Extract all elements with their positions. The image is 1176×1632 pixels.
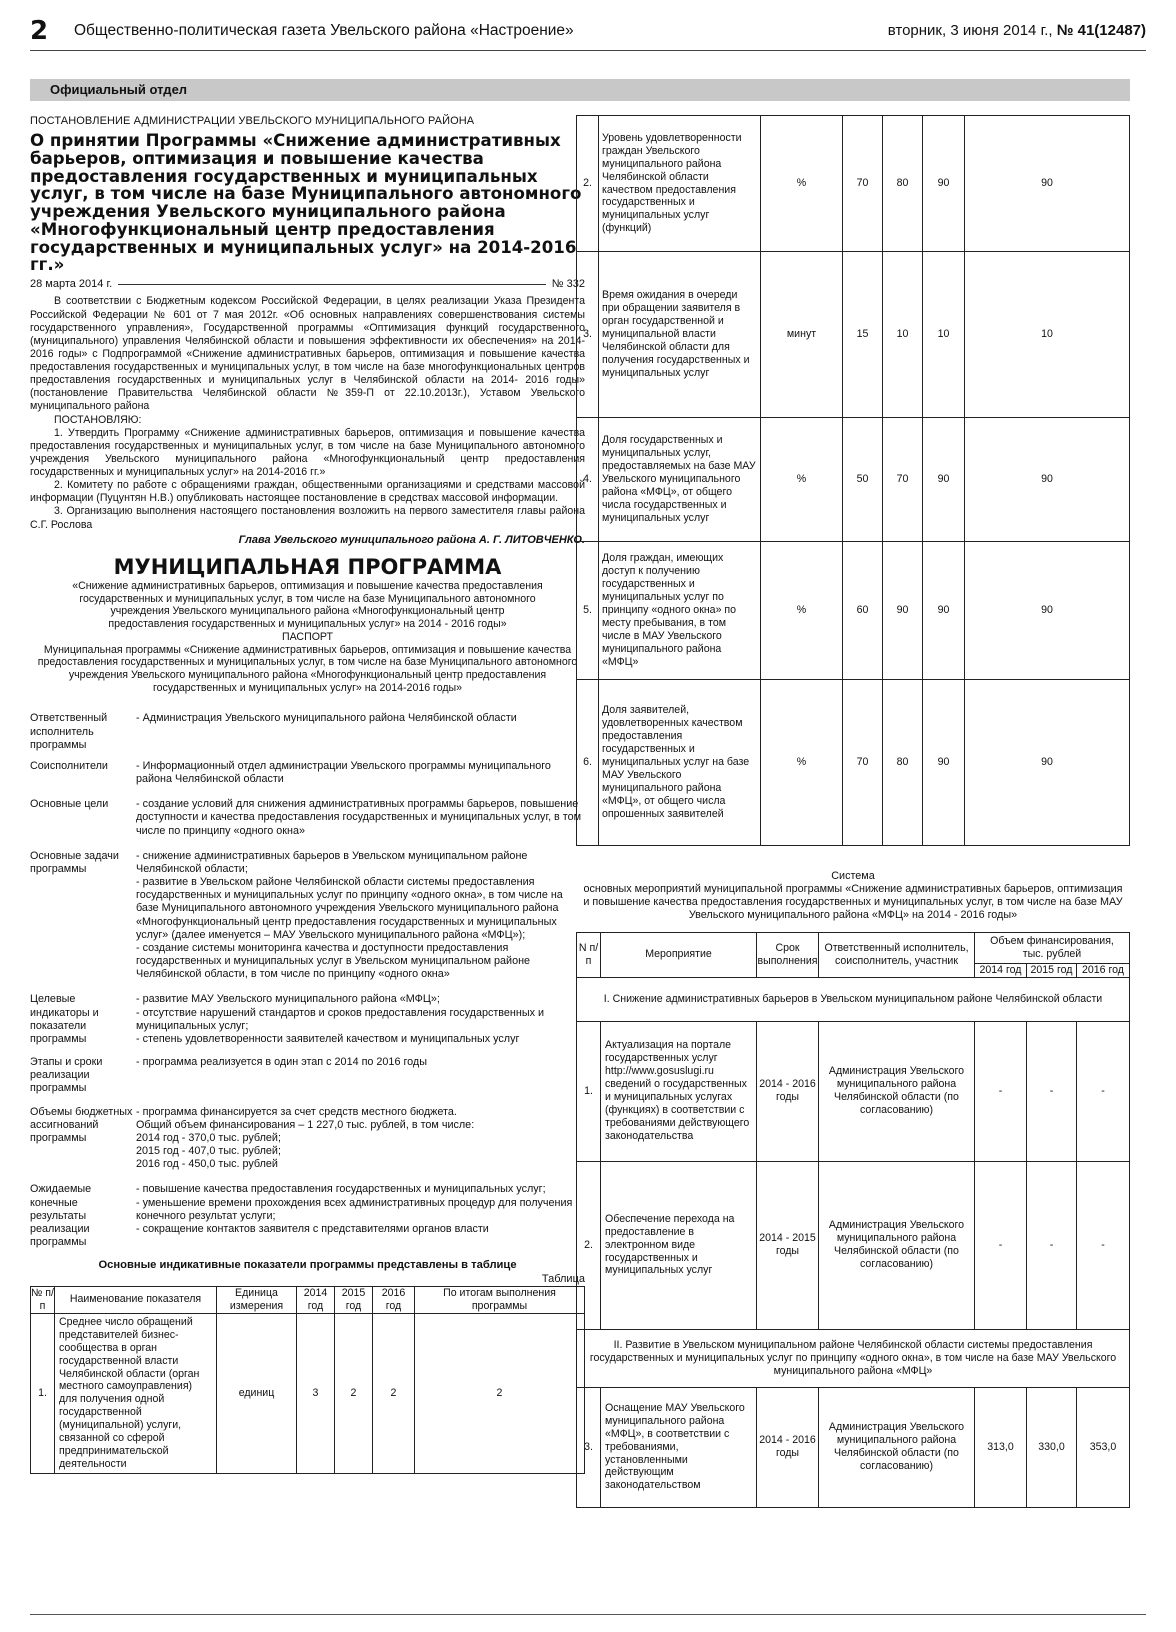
sys-cell-term: 2014 - 2016 годы	[757, 1021, 819, 1161]
passport-value: - программа реализуется в один этап с 2014 по 2016 годы	[136, 1056, 427, 1069]
cell-name: Доля граждан, имеющих доступ к получению государственных и муниципальных услуг по принципу «одного окна» по месту пребывания, в том числе в МАУ Увельского муниципального района «МФЦ»	[599, 542, 761, 680]
passport-row	[30, 993, 585, 1046]
footer-rule	[30, 1614, 1146, 1615]
passport-value: - программа финансируется за счет средств местного бюджета. Общий объем финансирования – 1 227,0 тыс. рублей, в том числе: 2014 год - 370,0 тыс. рублей; 2015 год - 407,0 тыс. рублей; 2016 год - 450,0 тыс. рублей	[136, 1105, 475, 1171]
sys-cell-resp: Администрация Увельского муниципального района Челябинской области (по согласованию)	[819, 1161, 975, 1329]
passport-row	[30, 1056, 585, 1096]
indicators-table-part2	[576, 115, 1130, 846]
passport-label: Соисполнители	[30, 759, 108, 772]
passport-value: - создание условий для снижения административных программы барьеров, повышение доступности и качества предоставления государственных и муниципальных услуг, в том числе по принципу «одного окна»	[136, 798, 582, 837]
cell-2014: 15	[843, 252, 883, 418]
cell-2016: 90	[923, 116, 965, 252]
passport-subtitle: Муниципальная программы «Снижение административных барьеров, оптимизация и повышение качества предоставления государственных и муниципальных услуг, в том числе на базе Муниципального автономного учреждения Увельского муниципального района «Многофункциональный центр предоставления государственных и муниципальных услуг» на 2014-2016 годы»	[37, 643, 578, 694]
cell-2016: 10	[923, 252, 965, 418]
indicators-table-part1	[30, 1286, 585, 1474]
issue-date	[888, 22, 1146, 40]
sys-col-term: Срок выполнения	[757, 932, 819, 977]
sys-cell-event: Актуализация на портале государственных услуг http://www.gosuslugi.ru сведений о государственных и муниципальных услугах (функциях) в соответствии с требованиями действующего законодательства	[601, 1021, 757, 1161]
cell-total: 90	[965, 542, 1130, 680]
cell-n: 4.	[577, 418, 599, 542]
table-row	[577, 116, 1130, 252]
cell-2016: 2	[373, 1313, 415, 1473]
sys-col-2015: 2015 год	[1027, 963, 1077, 977]
table-row	[577, 680, 1130, 846]
passport-value: - повышение качества предоставления государственных и муниципальных услуг; - уменьшение времени прохождения всех административных процедур для получения конечного результат услуги; - сокращение контактов заявителя с представителями органов власти	[136, 1183, 573, 1235]
cell-name: Среднее число обращений представителей бизнес-сообщества в орган государственной власти Челябинской области (орган местного самоуправления) для получения одной государственной (муниципальной) услуги, связанной со сферой предпринимательской деятельности	[55, 1313, 217, 1473]
section-row-1	[577, 977, 1130, 1021]
cell-name: Доля заявителей, удовлетворенных качеством предоставления государственных и муниципальных услуг на базе МАУ Увельского муниципального района «МФЦ», от общего числа опрошенных заявителей	[599, 680, 761, 846]
passport-row	[30, 760, 585, 786]
passport-label: Ожидаемые конечные результаты реализации программы	[30, 1183, 92, 1249]
sys-cell-2015: 330,0	[1027, 1387, 1077, 1507]
sys-cell-2016: -	[1077, 1161, 1130, 1329]
col-unit: Единица измерения	[217, 1286, 297, 1313]
passport-value: - Информационный отдел администрации Увельского программы муниципального района Челябинской области	[136, 759, 551, 786]
section-row-2	[577, 1329, 1130, 1387]
decree-item-2: 2. Комитету по работе с обращениями граждан, общественными организациями и средствами массовой информации (Пуцунтян Н.В.) опубликовать настоящее постановление в средствах массовой информации.	[30, 479, 585, 505]
col-2014: 2014 год	[297, 1286, 335, 1313]
sys-cell-term: 2014 - 2016 годы	[757, 1387, 819, 1507]
passport-row	[30, 798, 585, 838]
cell-n: 2.	[577, 116, 599, 252]
passport-label: Ответственный исполнитель программы	[30, 712, 108, 751]
cell-n: 1.	[31, 1313, 55, 1473]
sys-col-fin: Объем финансирования, тыс. рублей	[975, 932, 1130, 963]
cell-2015: 80	[883, 680, 923, 846]
sys-cell-term: 2014 - 2015 годы	[757, 1161, 819, 1329]
cell-2014: 60	[843, 542, 883, 680]
passport-label: Объемы бюджетных ассигнований программы	[30, 1105, 133, 1144]
cell-2014: 70	[843, 680, 883, 846]
cell-n: 3.	[577, 252, 599, 418]
sys-cell-2015: -	[1027, 1161, 1077, 1329]
sys-cell-n: 3.	[577, 1387, 601, 1507]
sys-col-n: N п/п	[577, 932, 601, 977]
passport-heading: ПАСПОРТ	[281, 630, 333, 643]
col-2015: 2015 год	[335, 1286, 373, 1313]
passport-row	[30, 1183, 585, 1249]
cell-total: 2	[415, 1313, 585, 1473]
passport-value: - Администрация Увельского муниципального района Челябинской области	[136, 712, 517, 725]
program-title: МУНИЦИПАЛЬНАЯ ПРОГРАММА	[113, 554, 502, 579]
passport-label: Этапы и сроки реализации программы	[30, 1056, 103, 1095]
decree-header: ПОСТАНОВЛЕНИЕ АДМИНИСТРАЦИИ УВЕЛЬСКОГО МУНИЦИПАЛЬНОГО РАЙОНА	[30, 115, 475, 127]
decree-signature: Глава Увельского муниципального района А. Г. ЛИТОВЧЕНКО.	[238, 533, 585, 546]
indicators-label: Таблица	[541, 1272, 585, 1285]
decree-item-1: 1. Утвердить Программу «Снижение административных барьеров, оптимизация и повышение качества предоставления государственных и муниципальных услуг, в том числе на базе Муниципального автономного учреждения Увельского муниципального района «Многофункциональный центр предоставления государственных и муниципальных услуг» на 2014-2016 гг.»	[30, 426, 585, 478]
col-total: По итогам выполнения программы	[415, 1286, 585, 1313]
date-text: вторник, 3 июня 2014 г.,	[887, 22, 1053, 39]
decree-number: № 332	[551, 278, 585, 291]
sys-col-resp: Ответственный исполнитель, соисполнитель, участник	[819, 932, 975, 977]
table-row	[577, 252, 1130, 418]
cell-2014: 70	[843, 116, 883, 252]
cell-total: 90	[965, 680, 1130, 846]
system-subtitle: основных мероприятий муниципальной программы «Снижение административных барьеров, оптимизация и повышение качества предоставления государственных и муниципальных услуг, в том числе на базе МАУ Увельского муниципального района «МФЦ» на 2014 - 2016 годы»	[583, 882, 1123, 921]
sys-cell-2015: -	[1027, 1021, 1077, 1161]
page-number: 2	[30, 16, 49, 46]
cell-2016: 90	[923, 542, 965, 680]
sys-cell-2014: 313,0	[975, 1387, 1027, 1507]
cell-unit: %	[761, 116, 843, 252]
table-row	[577, 1387, 1130, 1507]
sys-cell-2016: -	[1077, 1021, 1130, 1161]
cell-name: Время ожидания в очереди при обращении заявителя в орган государственной и муниципальной власти Челябинской области для получения государственных и муниципальных услуг	[599, 252, 761, 418]
decree-item-3: 3. Организацию выполнения настоящего постановления возложить на первого заместителя главы района С.Г. Рослова	[30, 505, 585, 531]
passport-label: Основные задачи программы	[30, 849, 119, 875]
cell-unit: %	[761, 680, 843, 846]
cell-2016: 90	[923, 680, 965, 846]
col-number: № п/п	[31, 1286, 54, 1312]
left-column	[30, 115, 585, 1474]
col-name: Наименование показателя	[55, 1286, 217, 1313]
newspaper-name: Общественно-политическая газета Увельского района «Настроение»	[74, 22, 574, 39]
decree-date: 28 марта 2014 г.	[30, 278, 113, 291]
cell-2014: 3	[297, 1313, 335, 1473]
cell-2015: 2	[335, 1313, 373, 1473]
sys-col-2014: 2014 год	[975, 963, 1027, 977]
cell-2016: 90	[923, 418, 965, 542]
indicators-title: Основные индикативные показатели программы представлены в таблице	[98, 1259, 517, 1272]
passport-row	[30, 850, 585, 982]
decree-para: В соответствии с Бюджетным кодексом Российской Федерации, в целях реализации Указа Президента Российской Федерации № 601 от 7 мая 2012г. «Об основных направлениях совершенствования системы государственного управления», Государственной программы «Оптимизация функций государственного (муниципального) управления Челябинской области и повышения эффективности их обеспечения» на 2014-2016 годы» с Подпрограммой «Снижение административных барьеров, оптимизация и повышение качества предоставления государственных и муниципальных услуг, в том числе на базе многофункциональных центров предоставления государственных и муниципальных услуг в Челябинской области на 2014- 2016 годы» (постановление Правительства Челябинской области №359-П от 22.10.2013г.), Уставом Увельского муниципального района	[30, 295, 585, 413]
decree-title: О принятии Программы «Снижение административных барьеров, оптимизация и повышение качества предоставления государственных и муниципальных услуг, в том числе на базе Муниципального автономного учреждения Увельского муниципального района «Многофункциональный центр предоставления государственных и муниципальных услуг» на 2014-2016 гг.»	[30, 131, 582, 275]
decree-body	[30, 295, 585, 531]
right-column	[576, 115, 1130, 1508]
table-row	[31, 1313, 585, 1473]
cell-total: 90	[965, 116, 1130, 252]
table-row	[577, 1021, 1130, 1161]
sys-cell-2014: -	[975, 1161, 1027, 1329]
header-rule	[30, 50, 1146, 51]
sys-cell-resp: Администрация Увельского муниципального района Челябинской области (по согласованию)	[819, 1021, 975, 1161]
cell-2015: 80	[883, 116, 923, 252]
section-banner	[30, 79, 1130, 101]
issue-number: № 41(12487)	[1056, 22, 1146, 39]
cell-2014: 50	[843, 418, 883, 542]
passport-value: - снижение административных барьеров в Увельском муниципальном районе Челябинской области; - развитие в Увельском районе Челябинской области системы предоставления государственных и муниципальных услуг по принципу «одного окна», в том числе на базе Муниципального автономного учреждения Увельского муниципального района «Многофункциональный центр предоставления государственных и муниципальных услуг» (далее именуется – МАУ Увельского муниципального района «МФЦ»); - создание системы мониторинга качества и доступности предоставления государственных и муниципальных услуг в Увельском муниципальном районе Челябинской области, в том числе по принципу «одного окна»	[136, 849, 563, 981]
passport-list	[30, 712, 585, 1249]
cell-n: 5.	[577, 542, 599, 680]
sys-col-2016: 2016 год	[1077, 963, 1130, 977]
date-rule	[118, 284, 546, 285]
cell-name: Уровень удовлетворенности граждан Увельского муниципального района Челябинской области качеством предоставления государственных и муниципальных услуг (функций)	[599, 116, 761, 252]
sys-cell-event: Оснащение МАУ Увельского муниципального района «МФЦ», в соответствии с требованиями, установленными действующим законодательством	[601, 1387, 757, 1507]
cell-unit: минут	[761, 252, 843, 418]
decree-resolve: ПОСТАНОВЛЯЮ:	[54, 413, 142, 426]
cell-n: 6.	[577, 680, 599, 846]
passport-row	[30, 1106, 585, 1172]
decree-date-line	[30, 278, 585, 291]
cell-unit: единиц	[217, 1313, 297, 1473]
sys-cell-2016: 353,0	[1077, 1387, 1130, 1507]
sys-cell-n: 2.	[577, 1161, 601, 1329]
sys-cell-2014: -	[975, 1021, 1027, 1161]
section-2-title: II. Развитие в Увельском муниципальном районе Челябинской области системы предоставления государственных и муниципальных услуг по принципу «одного окна», в том числе на базе МАУ Увельского муниципального района «МФЦ»	[577, 1329, 1130, 1387]
passport-row	[30, 712, 585, 752]
section-1-title: I. Снижение административных барьеров в Увельском муниципальном районе Челябинской области	[577, 977, 1130, 1021]
passport-label: Основные цели	[30, 798, 109, 811]
cell-2015: 70	[883, 418, 923, 542]
sys-cell-n: 1.	[577, 1021, 601, 1161]
system-table	[576, 932, 1130, 1508]
cell-2015: 10	[883, 252, 923, 418]
passport-label: Целевые индикаторы и показатели программы	[30, 993, 99, 1045]
sys-cell-event: Обеспечение перехода на предоставление в электронном виде государственных и муниципальных услуг	[601, 1161, 757, 1329]
section-title: Официальный отдел	[50, 82, 188, 97]
cell-total: 10	[965, 252, 1130, 418]
system-heading: Система	[831, 870, 875, 882]
cell-unit: %	[761, 542, 843, 680]
col-2016: 2016 год	[373, 1286, 415, 1313]
cell-name: Доля государственных и муниципальных услуг, предоставляемых на базе МАУ Увельского муниципального района «МФЦ», от общего числа государственных и муниципальных услуг	[599, 418, 761, 542]
cell-unit: %	[761, 418, 843, 542]
sys-col-event: Мероприятие	[601, 932, 757, 977]
cell-total: 90	[965, 418, 1130, 542]
sys-cell-resp: Администрация Увельского муниципального района Челябинской области (по согласованию)	[819, 1387, 975, 1507]
cell-2015: 90	[883, 542, 923, 680]
table-row	[577, 418, 1130, 542]
table-row	[577, 542, 1130, 680]
passport-value: - развитие МАУ Увельского муниципального района «МФЦ»; - отсутствие нарушений стандартов и сроков предоставления государственных и муниципальных услуг; - степень удовлетворенности заявителей качеством и муниципальных услуг	[136, 993, 545, 1045]
table-row	[577, 1161, 1130, 1329]
program-subtitle: «Снижение административных барьеров, оптимизация и повышение качества предоставления государственных и муниципальных услуг, в том числе на базе Муниципального автономного учреждения Увельского муниципального района «Многофункциональный центр предоставления государственных и муниципальных услуг» на 2014 - 2016 годы»	[72, 580, 543, 631]
